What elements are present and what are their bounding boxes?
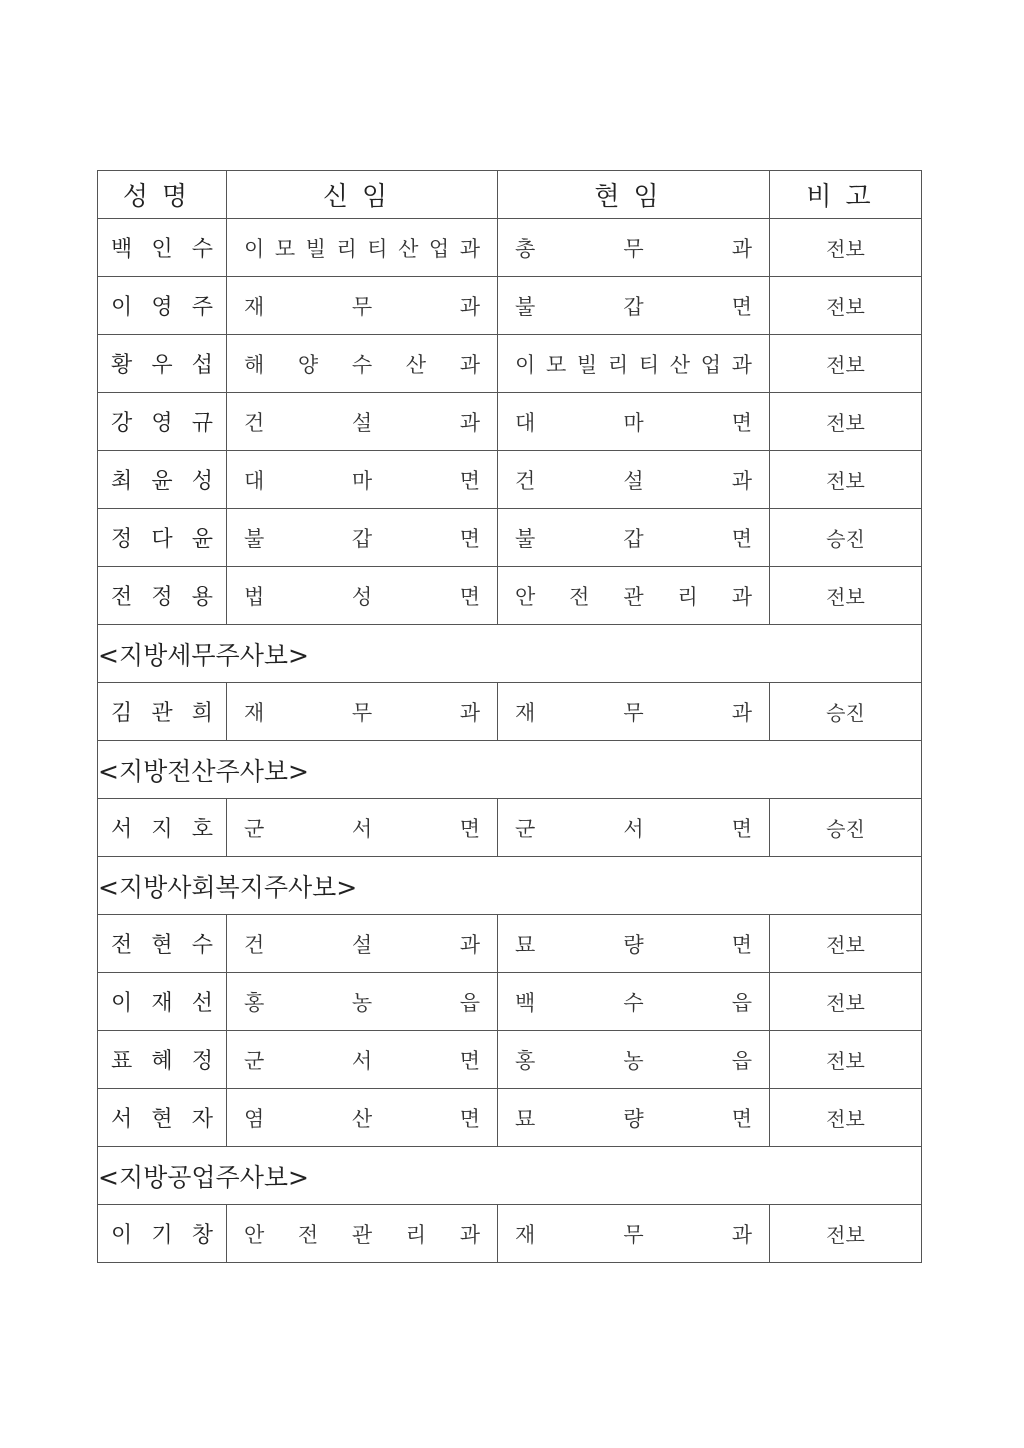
note-cell: 전보 [770, 277, 922, 335]
header-note: 비고 [770, 171, 922, 219]
current-post: 재 무 과 [515, 1222, 752, 1247]
table-header-row [98, 171, 922, 219]
new-post: 홍 농 읍 [244, 990, 480, 1015]
person-name: 이 영 주 [111, 295, 213, 320]
current-post: 홍 농 읍 [515, 1048, 752, 1073]
current-post-cell [498, 277, 770, 335]
section-title: <지방세무주사보> [98, 625, 922, 683]
new-post-cell [227, 509, 498, 567]
new-post: 군 서 면 [244, 816, 480, 841]
table-row [98, 335, 922, 393]
current-post-cell [498, 451, 770, 509]
new-post: 재 무 과 [244, 700, 480, 725]
header-name: 성명 [98, 171, 227, 219]
person-name: 이 기 창 [111, 1223, 213, 1248]
new-post: 불 갑 면 [244, 526, 480, 551]
table-row [98, 277, 922, 335]
note-cell: 전보 [770, 567, 922, 625]
table-row [98, 451, 922, 509]
current-post: 묘 량 면 [515, 1106, 752, 1131]
note-cell: 승진 [770, 509, 922, 567]
table-row [98, 219, 922, 277]
current-post: 대 마 면 [515, 410, 752, 435]
person-name: 이 재 선 [111, 991, 213, 1016]
section-row [98, 625, 922, 683]
new-post-cell [227, 567, 498, 625]
person-name-cell [98, 915, 227, 973]
person-name: 서 지 호 [111, 817, 213, 842]
person-name-cell [98, 683, 227, 741]
section-title: <지방공업주사보> [98, 1147, 922, 1205]
section-row [98, 741, 922, 799]
person-name-cell [98, 335, 227, 393]
table-body [98, 219, 922, 1263]
person-name: 강 영 규 [111, 411, 213, 436]
current-post-cell [498, 1205, 770, 1263]
section-title: <지방사회복지주사보> [98, 857, 922, 915]
new-post-cell [227, 683, 498, 741]
current-post: 이 모 빌 리 티 산 업 과 [515, 352, 752, 377]
table-row [98, 683, 922, 741]
note-cell: 전보 [770, 393, 922, 451]
person-name: 최 윤 성 [111, 469, 213, 494]
table-row [98, 1031, 922, 1089]
current-post-cell [498, 509, 770, 567]
new-post: 건 설 과 [244, 410, 480, 435]
person-name-cell [98, 219, 227, 277]
note-cell: 전보 [770, 973, 922, 1031]
new-post: 대 마 면 [244, 468, 480, 493]
current-post: 불 갑 면 [515, 294, 752, 319]
new-post: 군 서 면 [244, 1048, 480, 1073]
header-current-post: 현임 [498, 171, 770, 219]
new-post-cell [227, 393, 498, 451]
note-cell: 전보 [770, 915, 922, 973]
table-row [98, 1205, 922, 1263]
table-row [98, 973, 922, 1031]
new-post-cell [227, 219, 498, 277]
current-post: 건 설 과 [515, 468, 752, 493]
new-post-cell [227, 1089, 498, 1147]
header-new-post: 신임 [227, 171, 498, 219]
person-name-cell [98, 277, 227, 335]
new-post-cell [227, 799, 498, 857]
person-name: 전 현 수 [111, 933, 213, 958]
current-post: 안 전 관 리 과 [515, 584, 752, 609]
person-name: 백 인 수 [111, 237, 213, 262]
current-post: 백 수 읍 [515, 990, 752, 1015]
note-cell: 승진 [770, 683, 922, 741]
person-name: 정 다 윤 [111, 527, 213, 552]
table-row [98, 799, 922, 857]
table-row [98, 509, 922, 567]
person-name-cell [98, 1031, 227, 1089]
note-cell: 승진 [770, 799, 922, 857]
section-title: <지방전산주사보> [98, 741, 922, 799]
current-post-cell [498, 219, 770, 277]
note-cell: 전보 [770, 1205, 922, 1263]
person-name-cell [98, 451, 227, 509]
new-post-cell [227, 1031, 498, 1089]
new-post: 법 성 면 [244, 584, 480, 609]
person-name: 김 관 희 [111, 701, 213, 726]
person-name-cell [98, 799, 227, 857]
person-name: 전 정 용 [111, 585, 213, 610]
new-post: 재 무 과 [244, 294, 480, 319]
current-post-cell [498, 683, 770, 741]
section-row [98, 857, 922, 915]
current-post-cell [498, 1031, 770, 1089]
person-name: 표 혜 정 [111, 1049, 213, 1074]
current-post-cell [498, 393, 770, 451]
current-post: 재 무 과 [515, 700, 752, 725]
new-post: 해 양 수 산 과 [244, 352, 480, 377]
current-post-cell [498, 799, 770, 857]
person-name-cell [98, 1205, 227, 1263]
person-name-cell [98, 973, 227, 1031]
new-post: 염 산 면 [244, 1106, 480, 1131]
person-name: 황 우 섭 [111, 353, 213, 378]
current-post-cell [498, 567, 770, 625]
current-post: 묘 량 면 [515, 932, 752, 957]
person-name-cell [98, 393, 227, 451]
section-row [98, 1147, 922, 1205]
new-post: 건 설 과 [244, 932, 480, 957]
note-cell: 전보 [770, 219, 922, 277]
table-row [98, 1089, 922, 1147]
person-name-cell [98, 567, 227, 625]
personnel-table [97, 170, 922, 1263]
table-row [98, 915, 922, 973]
note-cell: 전보 [770, 1089, 922, 1147]
current-post-cell [498, 1089, 770, 1147]
new-post: 안 전 관 리 과 [244, 1222, 480, 1247]
current-post: 불 갑 면 [515, 526, 752, 551]
note-cell: 전보 [770, 335, 922, 393]
person-name-cell [98, 509, 227, 567]
current-post: 군 서 면 [515, 816, 752, 841]
new-post-cell [227, 451, 498, 509]
current-post: 총 무 과 [515, 236, 752, 261]
current-post-cell [498, 973, 770, 1031]
new-post-cell [227, 915, 498, 973]
new-post: 이 모 빌 리 티 산 업 과 [244, 236, 480, 261]
current-post-cell [498, 335, 770, 393]
table-row [98, 393, 922, 451]
person-name-cell [98, 1089, 227, 1147]
current-post-cell [498, 915, 770, 973]
note-cell: 전보 [770, 451, 922, 509]
person-name: 서 현 자 [111, 1107, 213, 1132]
new-post-cell [227, 1205, 498, 1263]
note-cell: 전보 [770, 1031, 922, 1089]
table-row [98, 567, 922, 625]
new-post-cell [227, 277, 498, 335]
new-post-cell [227, 973, 498, 1031]
new-post-cell [227, 335, 498, 393]
